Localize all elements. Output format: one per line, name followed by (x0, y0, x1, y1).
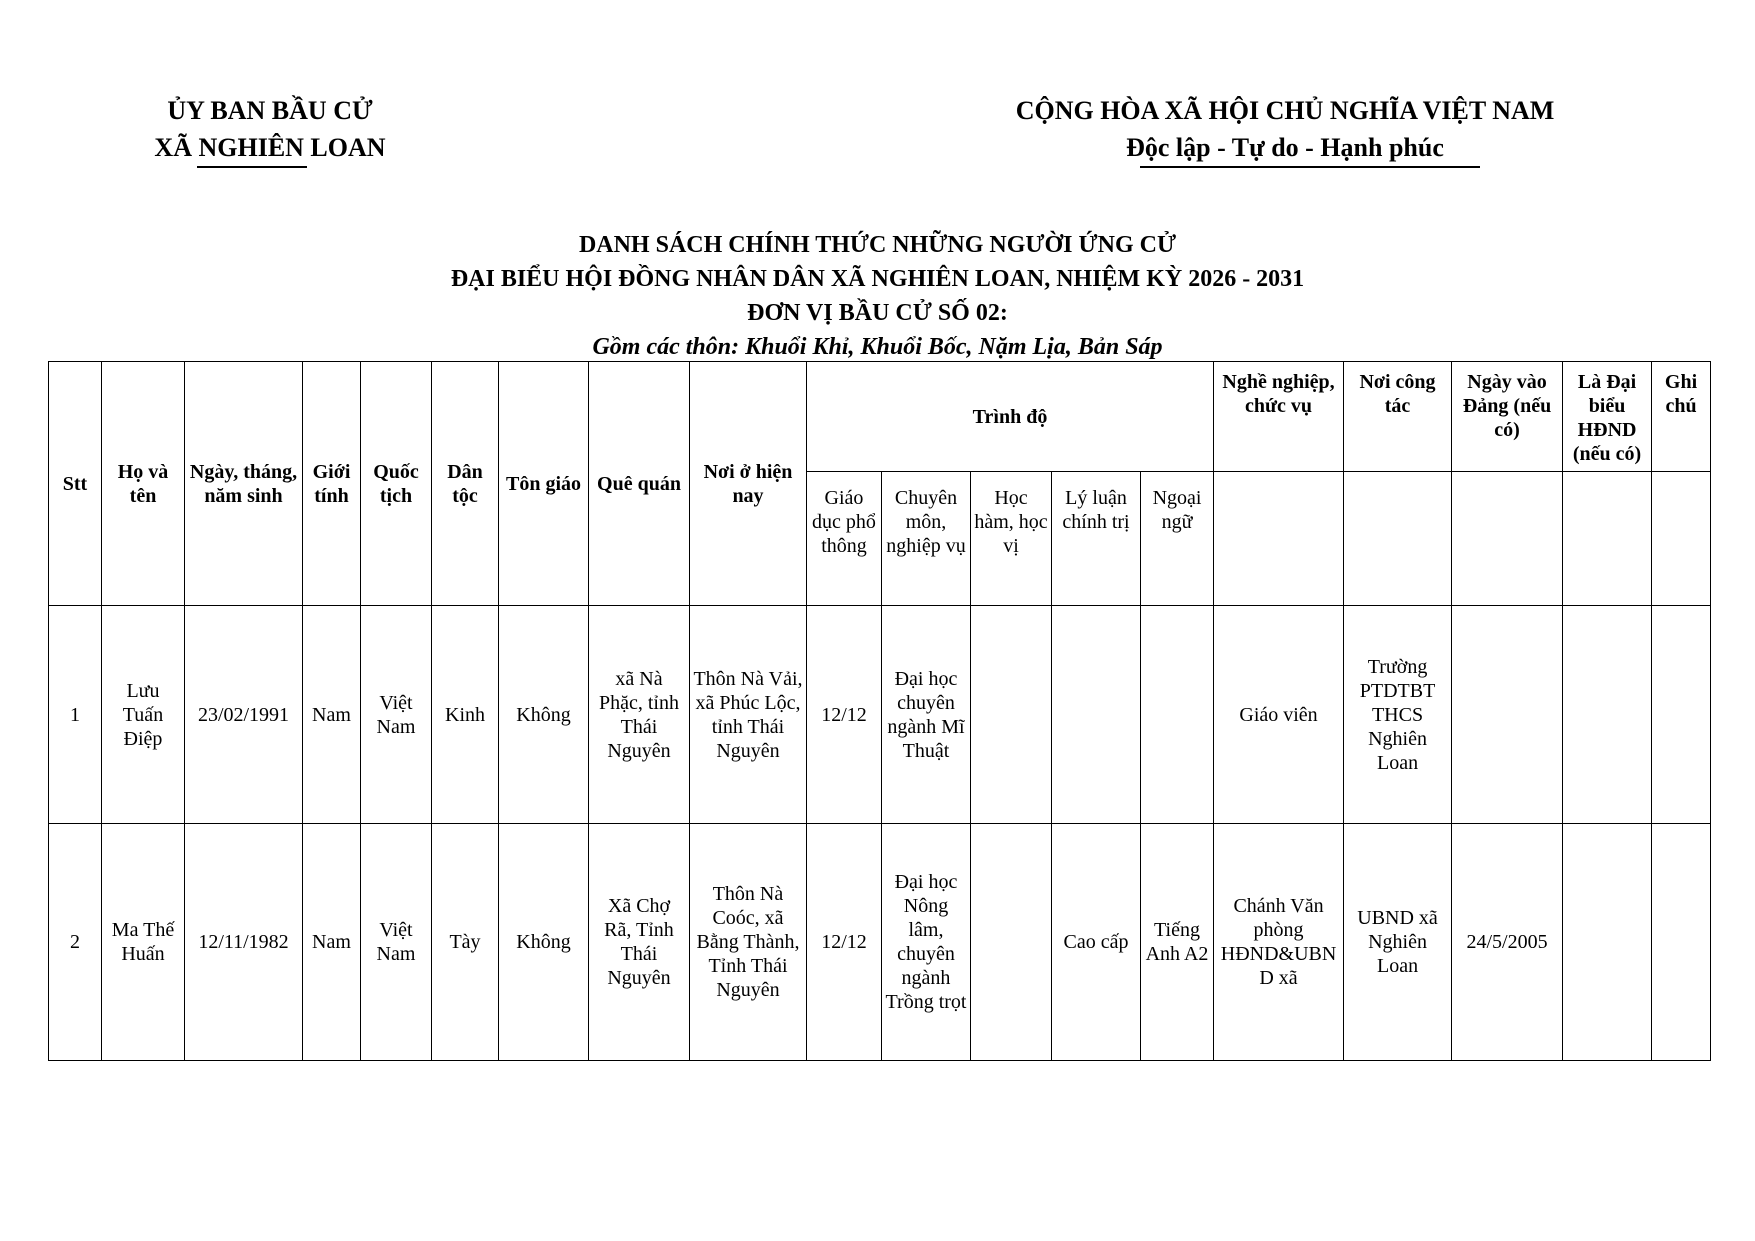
cell-party-date: 24/5/2005 (1452, 824, 1563, 1061)
cell-workplace: UBND xã Nghiên Loan (1344, 824, 1452, 1061)
col-header-general-education: Giáo dục phổ thông (807, 472, 882, 606)
col-header-occupation: Nghề nghiệp, chức vụ (1214, 362, 1344, 472)
col-header-stt: Stt (49, 362, 102, 606)
cell-name: Ma Thế Huấn (102, 824, 185, 1061)
col-header-party-date: Ngày vào Đảng (nếu có) (1452, 362, 1563, 472)
cell-ethnicity: Kinh (432, 606, 499, 824)
issuing-authority (90, 92, 450, 166)
title-line-2: ĐẠI BIỂU HỘI ĐỒNG NHÂN DÂN XÃ NGHIÊN LOAN, NHIỆM KỲ 2026 - 2031 (450, 266, 1305, 292)
cell-residence: Thôn Nà Coóc, xã Bằng Thành, Tỉnh Thái Nguyên (690, 824, 807, 1061)
empty-header-cell (1452, 472, 1563, 606)
cell-council-member (1563, 606, 1652, 824)
cell-gender: Nam (303, 824, 361, 1061)
cell-gender: Nam (303, 606, 361, 824)
cell-birthdate: 12/11/1982 (185, 824, 303, 1061)
col-header-ethnicity: Dân tộc (432, 362, 499, 606)
authority-underline (197, 166, 307, 168)
national-motto (985, 92, 1585, 166)
col-header-qualifications: Trình độ (807, 362, 1214, 472)
cell-notes (1652, 606, 1711, 824)
col-header-hometown: Quê quán (589, 362, 690, 606)
col-header-foreign-language: Ngoại ngữ (1141, 472, 1214, 606)
cell-council-member (1563, 824, 1652, 1061)
cell-general-education: 12/12 (807, 824, 882, 1061)
col-header-council-member: Là Đại biểu HĐND (nếu có) (1563, 362, 1652, 472)
document-title (0, 228, 1755, 364)
col-header-birthdate: Ngày, tháng, năm sinh (185, 362, 303, 606)
col-header-religion: Tôn giáo (499, 362, 589, 606)
col-header-residence: Nơi ở hiện nay (690, 362, 807, 606)
col-header-academic-degree: Học hàm, học vị (971, 472, 1052, 606)
cell-birthdate: 23/02/1991 (185, 606, 303, 824)
col-header-specialization: Chuyên môn, nghiệp vụ (882, 472, 971, 606)
candidates-table (48, 361, 1711, 1061)
cell-foreign-language: Tiếng Anh A2 (1141, 824, 1214, 1061)
empty-header-cell (1214, 472, 1344, 606)
empty-header-cell (1652, 472, 1711, 606)
cell-ethnicity: Tày (432, 824, 499, 1061)
cell-hometown: Xã Chợ Rã, Tỉnh Thái Nguyên (589, 824, 690, 1061)
authority-line-2: XÃ NGHIÊN LOAN (154, 133, 386, 162)
cell-nationality: Việt Nam (361, 606, 432, 824)
title-line-1: DANH SÁCH CHÍNH THỨC NHỮNG NGƯỜI ỨNG CỬ (578, 232, 1177, 258)
cell-nationality: Việt Nam (361, 824, 432, 1061)
motto: Độc lập - Tự do - Hạnh phúc (1126, 133, 1444, 162)
empty-header-cell (1563, 472, 1652, 606)
cell-name: Lưu Tuấn Điệp (102, 606, 185, 824)
cell-workplace: Trường PTDTBT THCS Nghiên Loan (1344, 606, 1452, 824)
cell-residence: Thôn Nà Vải, xã Phúc Lộc, tỉnh Thái Nguyên (690, 606, 807, 824)
cell-religion: Không (499, 824, 589, 1061)
col-header-nationality: Quốc tịch (361, 362, 432, 606)
col-header-gender: Giới tính (303, 362, 361, 606)
cell-general-education: 12/12 (807, 606, 882, 824)
cell-foreign-language (1141, 606, 1214, 824)
cell-stt: 1 (49, 606, 102, 824)
cell-occupation: Giáo viên (1214, 606, 1344, 824)
col-header-notes: Ghi chú (1652, 362, 1711, 472)
motto-underline (1140, 166, 1480, 168)
cell-hometown: xã Nà Phặc, tỉnh Thái Nguyên (589, 606, 690, 824)
header-row-1 (49, 362, 1711, 472)
col-header-workplace: Nơi công tác (1344, 362, 1452, 472)
cell-party-date (1452, 606, 1563, 824)
cell-specialization: Đại học Nông lâm, chuyên ngành Trồng trọt (882, 824, 971, 1061)
cell-stt: 2 (49, 824, 102, 1061)
table-row (49, 606, 1711, 824)
title-subtitle: Gồm các thôn: Khuổi Khỉ, Khuổi Bốc, Nặm Lịa, Bản Sáp (592, 334, 1163, 360)
cell-specialization: Đại học chuyên ngành Mĩ Thuật (882, 606, 971, 824)
cell-academic-degree (971, 824, 1052, 1061)
authority-line-1: ỦY BAN BẦU CỬ (167, 96, 373, 125)
empty-header-cell (1344, 472, 1452, 606)
table-row (49, 824, 1711, 1061)
cell-political-theory (1052, 606, 1141, 824)
cell-occupation: Chánh Văn phòng HĐND&UBND xã (1214, 824, 1344, 1061)
country-name: CỘNG HÒA XÃ HỘI CHỦ NGHĨA VIỆT NAM (1015, 96, 1555, 125)
col-header-political-theory: Lý luận chính trị (1052, 472, 1141, 606)
cell-religion: Không (499, 606, 589, 824)
cell-notes (1652, 824, 1711, 1061)
title-line-3: ĐƠN VỊ BẦU CỬ SỐ 02: (747, 300, 1008, 326)
cell-academic-degree (971, 606, 1052, 824)
cell-political-theory: Cao cấp (1052, 824, 1141, 1061)
col-header-name: Họ và tên (102, 362, 185, 606)
